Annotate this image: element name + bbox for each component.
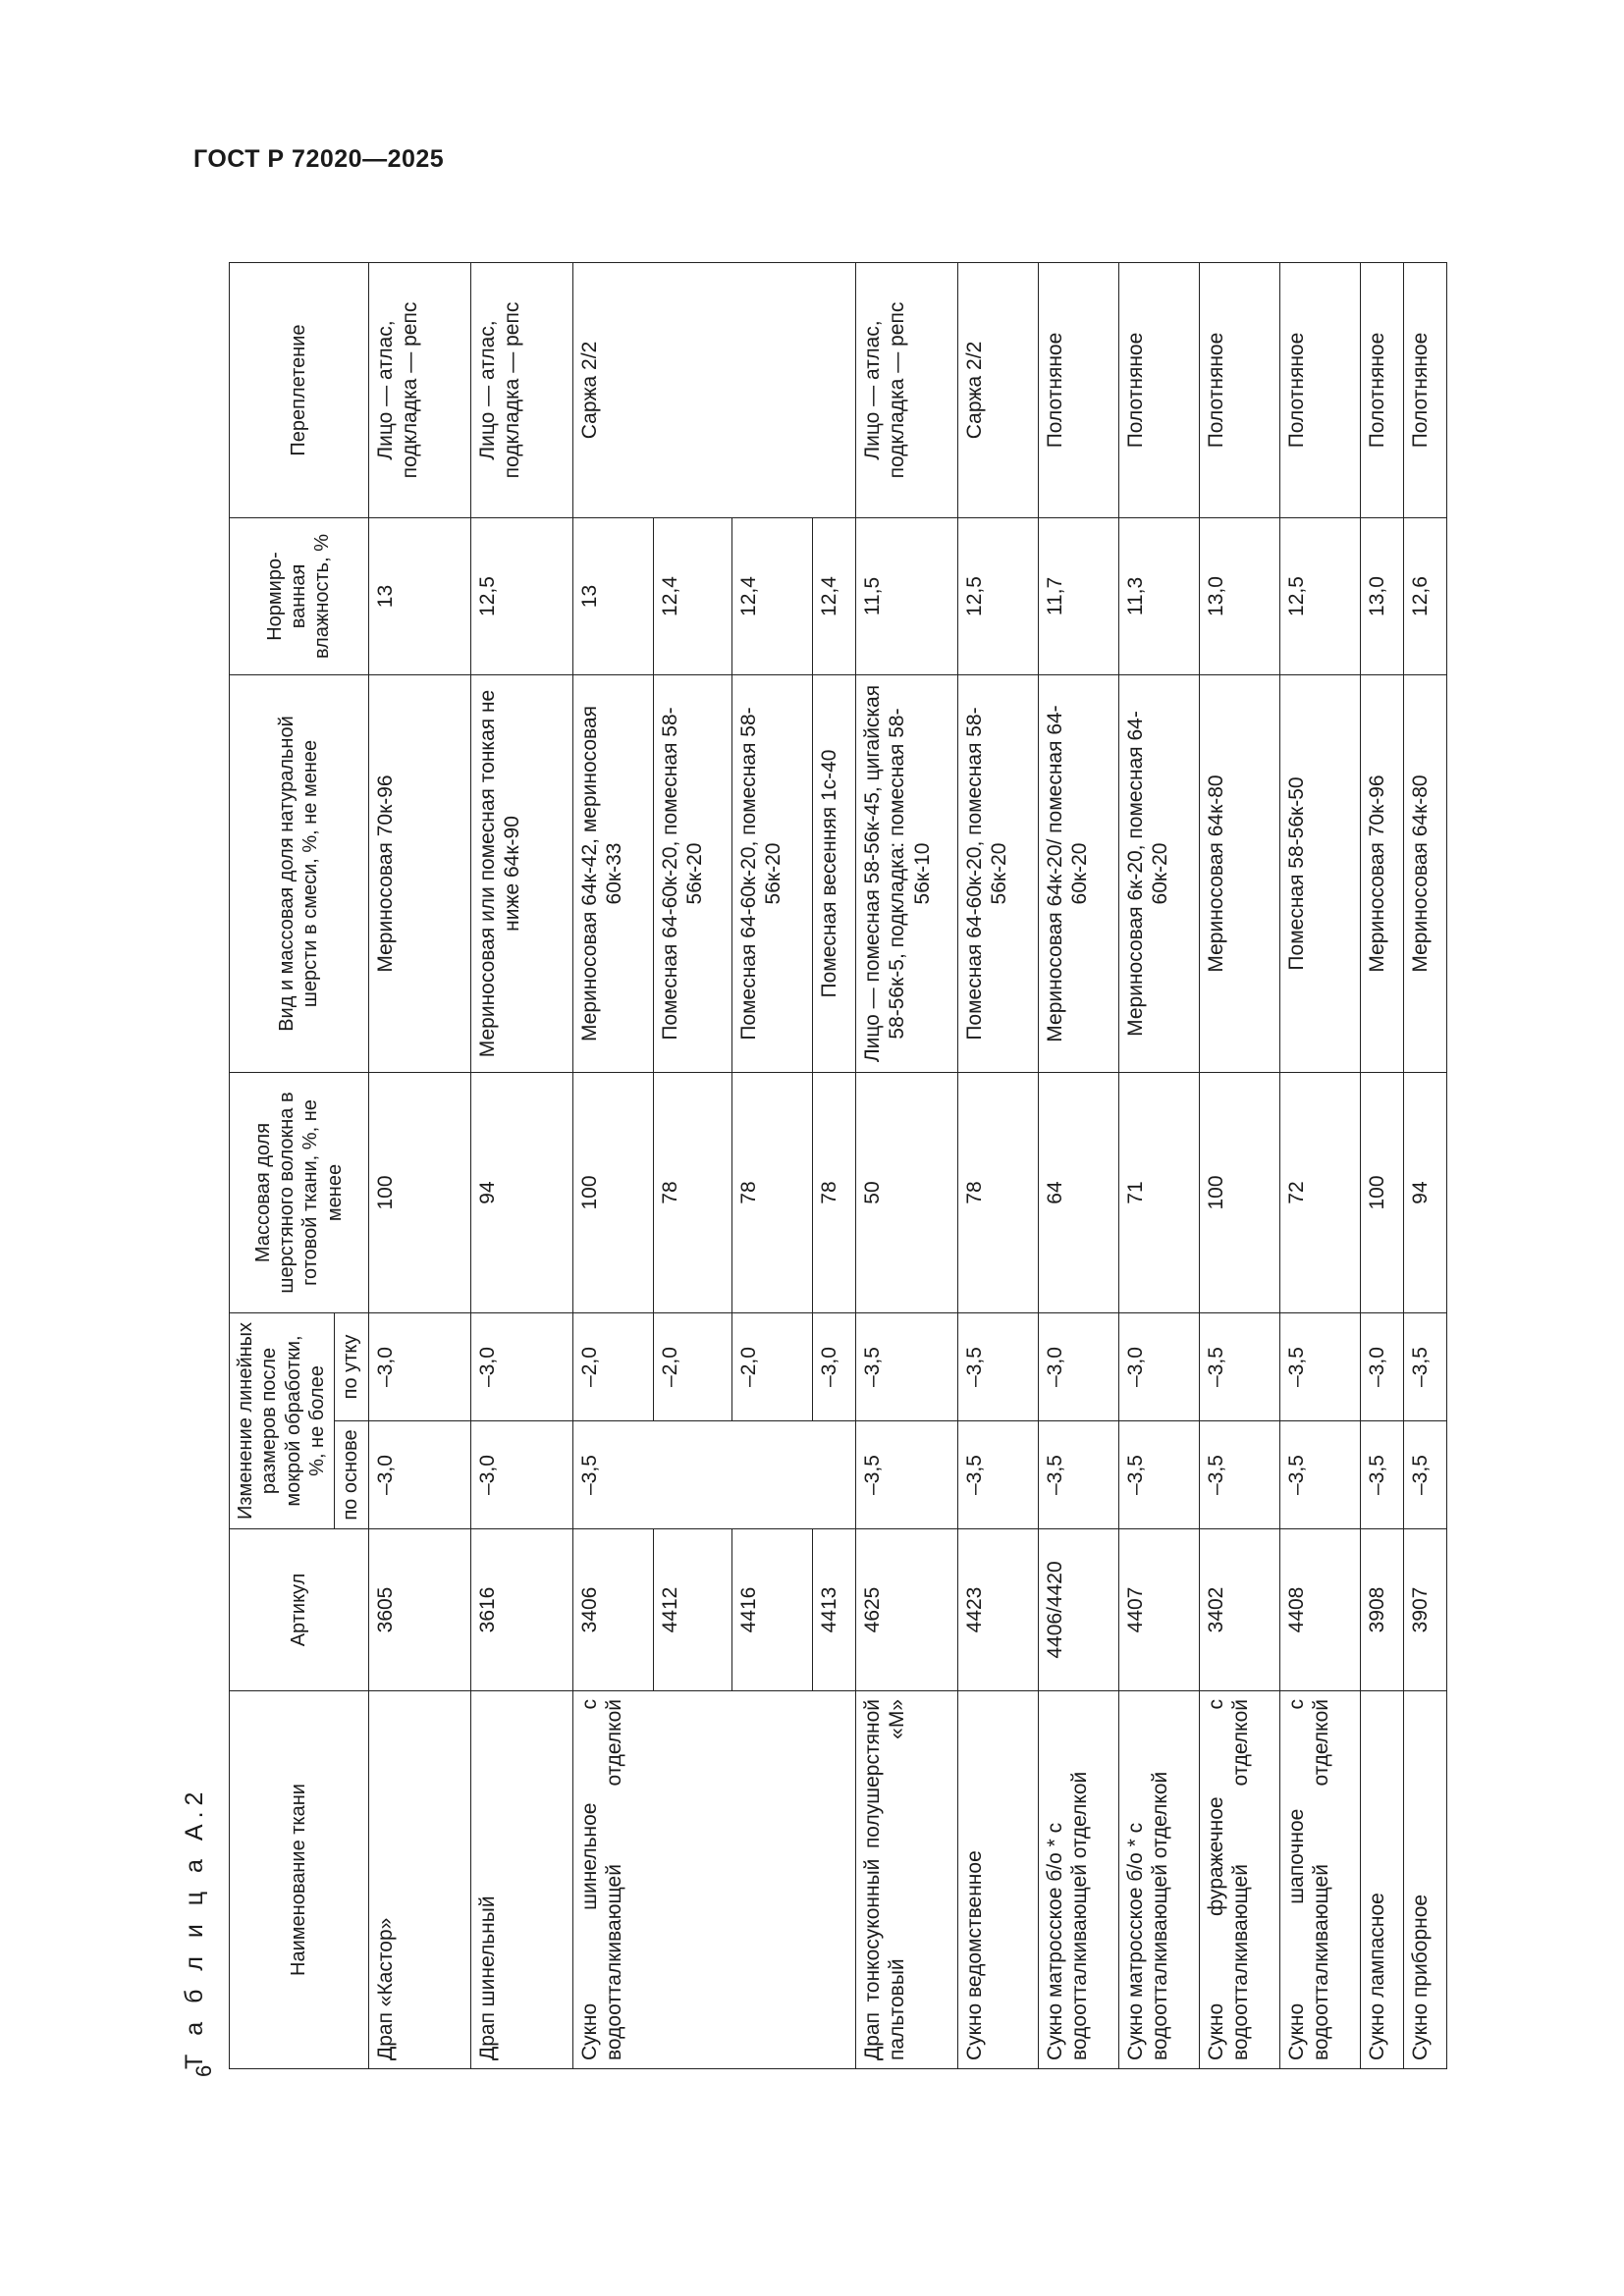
cell-wool-type: Мериносовая 70к-96 [368,675,470,1073]
cell-article: 3605 [368,1529,470,1691]
cell-warp: –3,5 [1360,1421,1403,1529]
cell-wool-type: Помесная 64-60к-20, помесная 58-56к-20 [957,675,1038,1073]
cell-name: Драп тонкосуконный полушерстяной пальтовый «М» [855,1691,957,2069]
cell-warp: –3,0 [470,1421,572,1529]
cell-weft: –2,0 [653,1313,731,1421]
document-header: ГОСТ Р 72020—2025 [193,145,445,173]
cell-wool-share: 64 [1038,1073,1118,1313]
cell-weft: –3,5 [957,1313,1038,1421]
cell-article: 4423 [957,1529,1038,1691]
cell-wool-type: Мериносовая 64к-20/ помесная 64-60к-20 [1038,675,1118,1073]
cell-weft: –3,0 [1118,1313,1199,1421]
cell-name: Сукно ведомственное [957,1691,1038,2069]
cell-wool-share: 100 [368,1073,470,1313]
cell-wool-type: Помесная 58-56к-50 [1279,675,1360,1073]
cell-name: Драп шинельный [470,1691,572,2069]
cell-wool-type: Мериносовая 6к-20, помесная 64-60к-20 [1118,675,1199,1073]
cell-wool-share: 94 [470,1073,572,1313]
table-row [731,263,812,2069]
cell-weave [653,263,731,518]
table-row [1403,263,1446,2069]
cell-article: 4407 [1118,1529,1199,1691]
cell-article: 4413 [812,1529,855,1691]
cell-wool-type: Мериносовая 64к-80 [1199,675,1279,1073]
cell-wool-type: Мериносовая 64к-80 [1403,675,1446,1073]
table-row [1279,263,1360,2069]
cell-article: 3402 [1199,1529,1279,1691]
cell-name [731,1691,812,2069]
cell-moisture: 12,5 [957,518,1038,675]
cell-name: Сукно матросское б/о * с водоотталкивающей отделкой [1038,1691,1118,2069]
cell-moisture: 11,3 [1118,518,1199,675]
cell-wool-share: 72 [1279,1073,1360,1313]
cell-moisture: 12,4 [812,518,855,675]
cell-warp: –3,5 [1279,1421,1360,1529]
header-warp: по основе [334,1421,368,1529]
cell-weft: –3,5 [1403,1313,1446,1421]
cell-article: 4416 [731,1529,812,1691]
cell-name: Драп «Кастор» [368,1691,470,2069]
cell-article: 4408 [1279,1529,1360,1691]
cell-weave: Полотняное [1199,263,1279,518]
header-article: Артикул [230,1529,369,1691]
cell-wool-type: Лицо — помесная 58-56к-45, цигайская 58-56к-5, подкладка: помесная 58-56к-10 [855,675,957,1073]
cell-weft: –3,0 [1038,1313,1118,1421]
header-weft: по утку [334,1313,368,1421]
cell-name [812,1691,855,2069]
table-row [470,263,572,2069]
cell-weave: Полотняное [1360,263,1403,518]
table-row [1360,263,1403,2069]
cell-weft: –3,0 [1360,1313,1403,1421]
cell-article: 3406 [572,1529,653,1691]
cell-warp: –3,5 [572,1421,653,1529]
fabric-properties-table [229,262,1447,2069]
cell-warp: –3,5 [1403,1421,1446,1529]
cell-wool-share: 94 [1403,1073,1446,1313]
header-name: Наименование ткани [230,1691,369,2069]
header-shrinkage: Изменение линейных размеров после мокрой обработки, %, не более [230,1313,335,1529]
cell-weft: –3,5 [1279,1313,1360,1421]
cell-article: 3907 [1403,1529,1446,1691]
cell-wool-type: Мериносовая или помесная тонкая не ниже 64к-90 [470,675,572,1073]
cell-wool-share: 100 [1199,1073,1279,1313]
cell-wool-share: 78 [812,1073,855,1313]
cell-weave: Лицо — атлас, подкладка — репс [855,263,957,518]
table-row [368,263,470,2069]
cell-weave: Саржа 2/2 [572,263,653,518]
cell-moisture: 12,5 [470,518,572,675]
cell-wool-share: 78 [653,1073,731,1313]
cell-weave: Полотняное [1403,263,1446,518]
cell-moisture: 13 [368,518,470,675]
cell-moisture: 12,5 [1279,518,1360,675]
cell-name: Сукно матросское б/о * с водоотталкивающей отделкой [1118,1691,1199,2069]
table-caption: Т а б л и ц а А.2 [181,1786,208,2069]
cell-wool-type: Мериносовая 70к-96 [1360,675,1403,1073]
cell-article: 3616 [470,1529,572,1691]
cell-article: 3908 [1360,1529,1403,1691]
header-wool-type: Вид и массовая доля натуральной шерсти в смеси, %, не менее [230,675,369,1073]
cell-name: Сукно шинельное с водоотталкивающей отделкой [572,1691,653,2069]
rotated-page-content [181,263,1437,2077]
cell-wool-type: Помесная 64-60к-20, помесная 58-56к-20 [731,675,812,1073]
header-moisture: Нормиро-ванная влажность, % [230,518,369,675]
cell-moisture: 13 [572,518,653,675]
cell-warp: –3,5 [1199,1421,1279,1529]
cell-name: Сукно лампасное [1360,1691,1403,2069]
cell-weave: Полотняное [1038,263,1118,518]
table-row [957,263,1038,2069]
cell-wool-share: 100 [572,1073,653,1313]
cell-weave: Лицо — атлас, подкладка — репс [470,263,572,518]
cell-moisture: 11,7 [1038,518,1118,675]
table-row [1038,263,1118,2069]
cell-weft: –3,0 [812,1313,855,1421]
table-row [812,263,855,2069]
cell-wool-share: 50 [855,1073,957,1313]
cell-weave: Полотняное [1279,263,1360,518]
cell-weave [731,263,812,518]
cell-wool-type: Мериносовая 64к-42, мериносовая 60к-33 [572,675,653,1073]
cell-weft: –2,0 [731,1313,812,1421]
table-row [653,263,731,2069]
cell-weft: –2,0 [572,1313,653,1421]
cell-wool-share: 78 [957,1073,1038,1313]
cell-weave: Лицо — атлас, подкладка — репс [368,263,470,518]
cell-warp [731,1421,812,1529]
cell-weft: –3,5 [1199,1313,1279,1421]
cell-warp: –3,5 [957,1421,1038,1529]
cell-moisture: 12,6 [1403,518,1446,675]
table-row [572,263,653,2069]
cell-weave: Полотняное [1118,263,1199,518]
cell-warp: –3,5 [855,1421,957,1529]
cell-name: Сукно шапочное с водоотталкивающей отделкой [1279,1691,1360,2069]
cell-weave: Саржа 2/2 [957,263,1038,518]
header-weave: Переплетение [230,263,369,518]
cell-article: 4412 [653,1529,731,1691]
header-wool-share: Массовая доля шерстяного волокна в готовой ткани, %, не менее [230,1073,369,1313]
cell-warp [653,1421,731,1529]
cell-warp: –3,5 [1038,1421,1118,1529]
page-number: 6 [191,2064,216,2077]
cell-name [653,1691,731,2069]
cell-moisture: 13,0 [1360,518,1403,675]
cell-moisture: 12,4 [653,518,731,675]
cell-wool-type: Помесная весенняя 1с-40 [812,675,855,1073]
cell-wool-share: 100 [1360,1073,1403,1313]
cell-warp: –3,0 [368,1421,470,1529]
cell-weft: –3,0 [470,1313,572,1421]
cell-weave [812,263,855,518]
cell-moisture: 13,0 [1199,518,1279,675]
cell-wool-share: 71 [1118,1073,1199,1313]
table-row [855,263,957,2069]
cell-warp [812,1421,855,1529]
cell-weft: –3,0 [368,1313,470,1421]
cell-wool-share: 78 [731,1073,812,1313]
cell-name: Сукно фуражечное с водоотталкивающей отделкой [1199,1691,1279,2069]
cell-weft: –3,5 [855,1313,957,1421]
cell-name: Сукно приборное [1403,1691,1446,2069]
cell-wool-type: Помесная 64-60к-20, помесная 58-56к-20 [653,675,731,1073]
table-row [1199,263,1279,2069]
cell-article: 4625 [855,1529,957,1691]
table-row [1118,263,1199,2069]
cell-moisture: 11,5 [855,518,957,675]
cell-warp: –3,5 [1118,1421,1199,1529]
cell-moisture: 12,4 [731,518,812,675]
cell-article: 4406/4420 [1038,1529,1118,1691]
